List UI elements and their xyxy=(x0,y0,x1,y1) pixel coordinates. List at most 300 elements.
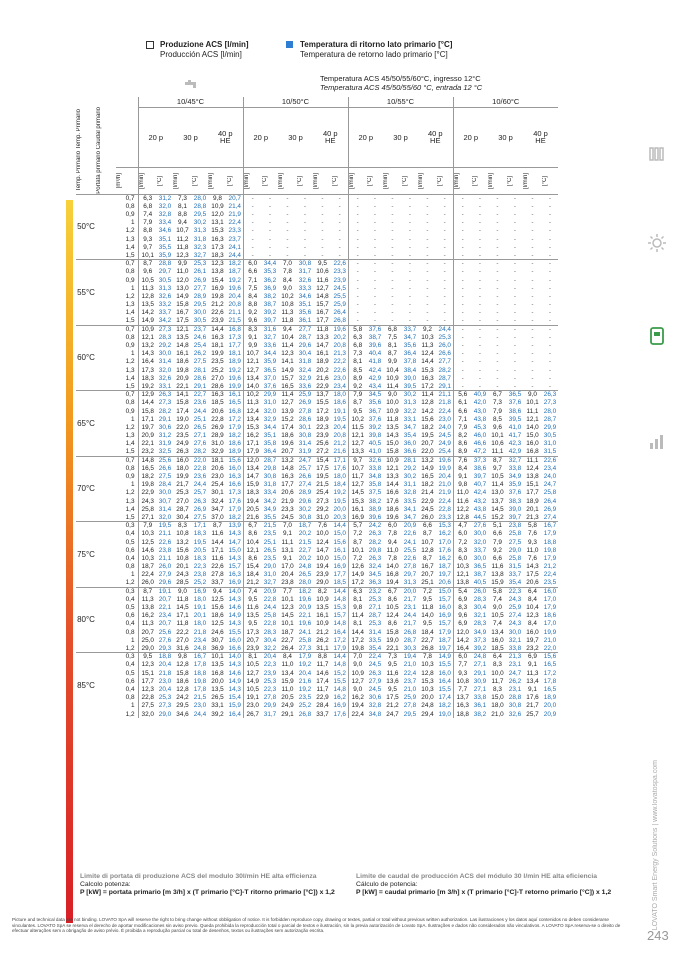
unit-header: [°C] xyxy=(192,175,198,186)
flow-lmin-cell: 12,4 xyxy=(386,612,399,620)
return-temp-cell: 21,5 xyxy=(298,538,312,546)
flow-value: 0,8 xyxy=(125,694,135,702)
flow-lmin-cell: - xyxy=(426,276,429,284)
flow-lmin-cell: 21,2 xyxy=(243,579,262,587)
flow-lmin-cell: 12,9 xyxy=(138,391,157,399)
flow-lmin-cell: 9,8 xyxy=(348,604,367,612)
flow-lmin-cell: 17,0 xyxy=(281,563,294,571)
flow-lmin-cell: 23,5 xyxy=(211,358,224,366)
return-temp-cell: 15,6 xyxy=(227,456,243,464)
flow-lmin-cell: 16,7 xyxy=(316,309,329,317)
return-temp-cell: 35,5 xyxy=(263,513,277,521)
return-temp-cell: 14,3 xyxy=(228,661,241,669)
return-temp-cell: 31,9 xyxy=(298,448,312,456)
return-temp-cell: 15,0 xyxy=(228,546,241,554)
flow-lmin-cell: 22,1 xyxy=(176,382,189,390)
return-temp-cell: 35,4 xyxy=(508,579,522,587)
disclaimer: Picture and technical data are not binding. LOVATO SpA will reserve the right to bring change without obbligation of notice. It is forbidden reproduce copy, drawing or textes, partial or total without previous written authorization. Las ilustraciones y los datos aquí contenidos no deben considerarse vinculantes. LOVATO SpA se reserva el derecho de aportar modificaciones sin aviso previo. Queda prohibida la reproducción total o parcial de textos e ilustración, sin la previa autorización de Lovato SpA. Ilustrações e dados não considerados não vinculativos. A LOVATO SpA reserva-se o direito de efectuar alterações sem a obrigação de aviso prévio. É proibida a reprodução parcial ou total de desenhos, textos ou ilustrações sem autorização escrita. xyxy=(12,917,621,934)
return-temp-cell: 39,5 xyxy=(403,382,417,390)
return-temp-cell: - xyxy=(548,227,552,235)
flow-value: 1,4 xyxy=(125,440,135,448)
flow-lmin-cell: 22,9 xyxy=(138,489,157,497)
flow-lmin-cell: 10,3 xyxy=(453,563,472,571)
flow-lmin-cell: 6,7 xyxy=(243,522,262,530)
return-temp-cell: 14,6 xyxy=(228,604,241,612)
table-row xyxy=(76,243,558,251)
return-temp-cell: 38,7 xyxy=(263,301,277,309)
temp-group-header: 10/55°C xyxy=(348,97,453,107)
flow-lmin-cell: 11,8 xyxy=(176,243,189,251)
flow-lmin-cell: - xyxy=(426,227,429,235)
flow-lmin-cell: 26,4 xyxy=(281,644,294,652)
return-temp-cell: 26,0 xyxy=(158,563,172,571)
flow-lmin-cell: 13,2 xyxy=(278,456,297,464)
return-temp-cell: 34,7 xyxy=(403,423,417,431)
return-temp-cell: 19,6 xyxy=(228,374,241,382)
return-temp-cell: 30,0 xyxy=(508,628,522,636)
flow-lmin-cell: 17,7 xyxy=(138,677,157,685)
return-temp-cell: 29,1 xyxy=(473,669,487,677)
footer-right xyxy=(356,873,611,897)
return-temp-cell: 36,5 xyxy=(473,563,487,571)
flow-lmin-cell: - xyxy=(453,350,472,358)
return-temp-cell: 28,1 xyxy=(193,366,207,374)
acs-header-it: Temperatura ACS 45/50/55/60°C, ingresso 12°C xyxy=(320,74,481,83)
flow-lmin-cell: 7,2 xyxy=(453,538,472,546)
return-temp-cell: - xyxy=(373,235,377,243)
return-temp-cell: 37,6 xyxy=(508,489,522,497)
table-row xyxy=(76,505,558,513)
unit-header: [°C] xyxy=(542,175,548,186)
flow-lmin-cell: 17,7 xyxy=(281,481,294,489)
return-temp-cell: 15,3 xyxy=(437,522,453,530)
flow-lmin-cell: 11,8 xyxy=(421,604,434,612)
return-temp-cell: 17,6 xyxy=(333,464,346,472)
flow-lmin-cell: 8,3 xyxy=(453,604,472,612)
return-temp-cell: 18,2 xyxy=(228,513,241,521)
return-temp-cell: 23,4 xyxy=(158,612,172,620)
flow-lmin-cell: - xyxy=(531,358,534,366)
flow-lmin-cell: 18,6 xyxy=(386,505,399,513)
flow-lmin-cell: 11,3 xyxy=(138,620,157,628)
flow-lmin-cell: 9,7 xyxy=(348,456,367,464)
flow-lmin-cell: 10,9 xyxy=(138,325,157,333)
flow-lmin-cell: 9,6 xyxy=(138,268,157,276)
flow-lmin-cell: 14,9 xyxy=(421,464,434,472)
return-temp-cell: 22,6 xyxy=(543,456,557,464)
flow-lmin-cell: 23,8 xyxy=(281,579,294,587)
return-temp-cell: 25,5 xyxy=(403,546,417,554)
flow-lmin-cell: 30,1 xyxy=(211,489,224,497)
return-temp-cell: - xyxy=(332,194,348,202)
flow-lmin-cell: 10,1 xyxy=(208,653,227,661)
flow-value: 1,5 xyxy=(125,513,135,521)
flow-lmin-cell: 33,7 xyxy=(316,710,329,718)
flow-lmin-cell: 7,2 xyxy=(348,530,367,538)
flow-lmin-cell: - xyxy=(531,382,534,390)
flow-lmin-cell: 27,5 xyxy=(138,702,157,710)
return-temp-cell: 35,8 xyxy=(368,481,382,489)
return-temp-cell: 31,0 xyxy=(263,571,277,579)
flow-lmin-cell: - xyxy=(391,317,394,325)
flow-lmin-cell: 17,1 xyxy=(138,415,157,423)
flow-lmin-cell: 12,5 xyxy=(138,538,157,546)
return-temp-cell: 26,2 xyxy=(193,350,207,358)
flow-lmin-cell: - xyxy=(496,211,499,219)
return-temp-cell: 32,4 xyxy=(298,366,312,374)
return-temp-cell: - xyxy=(408,235,412,243)
return-temp-cell: 17,2 xyxy=(228,415,241,423)
return-temp-cell: 14,3 xyxy=(228,685,241,693)
flow-lmin-cell: 19,0 xyxy=(386,636,399,644)
return-temp-cell: 34,8 xyxy=(368,473,382,481)
return-temp-cell: - xyxy=(513,284,517,292)
return-temp-cell: - xyxy=(338,211,341,219)
flow-lmin-cell: - xyxy=(496,235,499,243)
sun-icon xyxy=(646,232,668,254)
flow-lmin-cell: 19,9 xyxy=(176,473,189,481)
flow-lmin-cell: - xyxy=(391,276,394,284)
return-temp-cell: 22,0 xyxy=(193,456,207,464)
return-temp-cell: 14,4 xyxy=(332,653,348,661)
flow-lmin-cell: - xyxy=(531,202,534,210)
return-temp-cell: 22,6 xyxy=(332,260,348,268)
flow-lmin-cell: 9,9 xyxy=(243,342,262,350)
return-temp-cell: 14,9 xyxy=(228,677,241,685)
return-temp-cell: 16,2 xyxy=(438,530,451,538)
table-row xyxy=(76,366,558,374)
return-temp-cell: 21,2 xyxy=(543,563,557,571)
return-temp-cell: 25,3 xyxy=(193,260,207,268)
table-row xyxy=(76,587,558,595)
flow-lmin-cell: 19,8 xyxy=(176,366,189,374)
return-temp-cell: 15,3 xyxy=(333,604,346,612)
return-temp-cell: - xyxy=(478,358,482,366)
return-temp-cell: 23,4 xyxy=(193,636,207,644)
return-temp-cell: 18,0 xyxy=(193,595,207,603)
flow-lmin-cell: 11,3 xyxy=(421,342,434,350)
return-temp-cell: 31,3 xyxy=(193,227,207,235)
return-temp-cell: 31,7 xyxy=(263,710,277,718)
return-temp-cell: 28,3 xyxy=(473,595,487,603)
return-temp-cell: 37,6 xyxy=(368,415,382,423)
return-temp-cell: 18,6 xyxy=(228,440,241,448)
flow-lmin-cell: 13,7 xyxy=(453,694,472,702)
return-temp-cell: 25,9 xyxy=(508,604,522,612)
flow-lmin-cell: - xyxy=(286,235,289,243)
flow-lmin-cell: 24,2 xyxy=(176,694,189,702)
flow-lmin-cell: 11,3 xyxy=(281,309,294,317)
flow-lmin-cell: 21,2 xyxy=(386,702,399,710)
return-temp-cell: 43,4 xyxy=(368,382,382,390)
flow-lmin-cell: 14,7 xyxy=(316,342,329,350)
flow-lmin-cell: 9,6 xyxy=(493,423,502,431)
table-row xyxy=(76,538,558,546)
return-temp-cell: 28,3 xyxy=(158,333,172,341)
flow-lmin-cell: 7,6 xyxy=(453,456,472,464)
table-row xyxy=(76,554,558,562)
flow-lmin-cell: - xyxy=(531,333,534,341)
flow-lmin-cell: 24,6 xyxy=(211,628,224,636)
flow-lmin-cell: 20,6 xyxy=(211,407,224,415)
flow-lmin-cell: 22,7 xyxy=(281,636,294,644)
flow-value: 1 xyxy=(130,571,135,579)
flow-lmin-cell: 18,6 xyxy=(211,612,224,620)
return-temp-cell: - xyxy=(443,235,446,243)
return-temp-cell: 19,8 xyxy=(193,677,207,685)
return-temp-cell: 23,3 xyxy=(438,513,451,521)
return-temp-cell: - xyxy=(338,243,341,251)
return-temp-cell: 30,2 xyxy=(298,505,312,513)
flow-lmin-cell: - xyxy=(426,243,429,251)
flow-lmin-cell: - xyxy=(531,366,534,374)
flow-lmin-cell: 9,1 xyxy=(528,661,537,669)
flow-lmin-cell: 13,0 xyxy=(176,284,189,292)
flow-lmin-cell: - xyxy=(531,284,534,292)
return-temp-cell: 14,9 xyxy=(437,653,453,661)
flow-lmin-cell: 13,4 xyxy=(491,628,504,636)
flow-lmin-cell: 36,9 xyxy=(211,644,224,652)
return-temp-cell: 27,1 xyxy=(473,685,487,693)
flow-lmin-cell: 28,5 xyxy=(176,579,189,587)
return-temp-cell: 38,4 xyxy=(403,366,417,374)
flow-lmin-cell: 23,5 xyxy=(176,432,189,440)
return-temp-cell: 26,3 xyxy=(193,497,207,505)
return-temp-cell: - xyxy=(443,276,446,284)
flow-lmin-cell: 12,0 xyxy=(243,456,262,464)
return-temp-cell: - xyxy=(437,194,453,202)
flow-lmin-cell: - xyxy=(426,317,429,325)
return-temp-cell: 17,9 xyxy=(438,628,451,636)
flow-lmin-cell: 6,3 xyxy=(348,587,367,595)
return-temp-cell: 33,6 xyxy=(298,382,312,390)
return-temp-cell: 32,8 xyxy=(403,489,417,497)
flow-lmin-cell: 24,8 xyxy=(421,702,434,710)
return-temp-cell: 26,3 xyxy=(158,391,172,399)
return-temp-cell: 27,4 xyxy=(298,481,312,489)
return-temp-cell: 32,0 xyxy=(158,202,172,210)
flow-lmin-cell: 11,1 xyxy=(281,538,294,546)
flow-lmin-cell: 17,3 xyxy=(138,366,157,374)
table-row xyxy=(76,309,558,317)
flow-lmin-cell: 8,6 xyxy=(388,595,397,603)
flow-lmin-cell: 20,7 xyxy=(281,448,294,456)
flow-value: 0,9 xyxy=(125,276,135,284)
table-row xyxy=(76,358,558,366)
return-temp-cell: 35,6 xyxy=(403,342,417,350)
return-temp-cell: 29,2 xyxy=(403,464,417,472)
flow-lmin-cell: 10,3 xyxy=(421,661,434,669)
flow-lmin-cell: 6,0 xyxy=(453,653,472,661)
flow-lmin-cell: 9,3 xyxy=(528,538,537,546)
return-temp-cell: 20,9 xyxy=(298,604,312,612)
return-temp-cell: 16,2 xyxy=(333,694,346,702)
return-temp-cell: 42,4 xyxy=(368,366,382,374)
flow-lmin-cell: 8,7 xyxy=(348,399,367,407)
flow-value: 0,8 xyxy=(125,628,135,636)
return-temp-cell: 24,2 xyxy=(368,522,382,530)
return-temp-cell: 26,9 xyxy=(298,399,312,407)
return-temp-cell: - xyxy=(303,243,307,251)
table-row xyxy=(76,252,558,260)
return-temp-cell: 22,6 xyxy=(158,538,172,546)
flow-lmin-cell: 6,8 xyxy=(138,202,157,210)
flow-lmin-cell: 12,3 xyxy=(138,685,157,693)
flow-lmin-cell: 19,5 xyxy=(421,432,434,440)
return-temp-cell: - xyxy=(268,227,272,235)
return-temp-cell: 25,3 xyxy=(158,694,172,702)
flow-lmin-cell: 8,7 xyxy=(488,456,507,464)
flow-lmin-cell: - xyxy=(453,268,472,276)
flow-lmin-cell: 11,0 xyxy=(526,546,539,554)
table-row xyxy=(76,383,558,391)
return-temp-cell: 32,0 xyxy=(473,538,487,546)
return-temp-cell: 20,6 xyxy=(438,579,451,587)
return-temp-cell: 18,0 xyxy=(332,391,348,399)
table-row xyxy=(76,530,558,538)
flow-lmin-cell: 10,1 xyxy=(281,620,294,628)
table-row xyxy=(76,571,558,579)
flow-lmin-cell: 12,8 xyxy=(176,661,189,669)
flow-lmin-cell: 8,8 xyxy=(178,211,187,219)
return-temp-cell: 34,2 xyxy=(158,317,172,325)
flow-lmin-cell: 14,0 xyxy=(421,612,434,620)
flow-lmin-cell: 14,5 xyxy=(176,604,189,612)
flow-lmin-cell: 7,8 xyxy=(388,530,397,538)
flow-value: 1,2 xyxy=(125,579,135,587)
return-temp-cell: 20,4 xyxy=(263,653,277,661)
unit-header: [l/min] xyxy=(208,172,214,189)
return-temp-cell: 22,6 xyxy=(403,554,417,562)
flow-lmin-cell: 18,9 xyxy=(526,497,539,505)
flow-lmin-cell: 6,4 xyxy=(488,653,507,661)
flow-lmin-cell: 15,3 xyxy=(243,423,262,431)
flow-lmin-cell: 16,1 xyxy=(176,350,189,358)
table-row xyxy=(76,317,558,325)
return-temp-cell: 34,9 xyxy=(473,628,487,636)
col-flow-primary: Portata primario Caudal primario xyxy=(96,107,102,194)
legend-production-subtitle: Producción ACS [l/min] xyxy=(160,50,242,59)
unit-header: [°C] xyxy=(472,175,478,186)
flow-lmin-cell: 14,4 xyxy=(348,628,367,636)
return-temp-cell: - xyxy=(513,251,517,259)
return-temp-cell: 35,9 xyxy=(158,251,172,259)
flow-lmin-cell: 20,4 xyxy=(281,571,294,579)
return-temp-cell: 33,7 xyxy=(473,546,487,554)
flow-lmin-cell: 20,2 xyxy=(316,366,329,374)
flow-lmin-cell: 17,5 xyxy=(176,317,189,325)
flow-lmin-cell: 16,5 xyxy=(138,464,157,472)
return-temp-cell: 28,6 xyxy=(298,415,312,423)
flow-lmin-cell: 30,7 xyxy=(211,636,224,644)
flow-lmin-cell: 20,1 xyxy=(526,505,539,513)
flow-lmin-cell: 19,8 xyxy=(348,645,367,653)
return-temp-cell: 27,9 xyxy=(368,677,382,685)
return-temp-cell: 18,2 xyxy=(228,432,241,440)
flow-value: 0,7 xyxy=(116,456,138,464)
return-temp-cell: 14,7 xyxy=(228,538,241,546)
sidebar-brand-text: LOVATO Smart Energy Solutions | www.lovatospa.com xyxy=(652,759,659,930)
flow-lmin-cell: 27,8 xyxy=(211,571,224,579)
return-temp-cell: 35,6 xyxy=(368,399,382,407)
unit-header: [°C] xyxy=(437,175,443,186)
return-temp-cell: 21,9 xyxy=(438,489,451,497)
flow-lmin-cell: 18,5 xyxy=(491,644,504,652)
flow-lmin-cell: 25,7 xyxy=(526,710,539,718)
return-temp-cell: 29,5 xyxy=(193,211,207,219)
flow-lmin-cell: 11,7 xyxy=(316,661,329,669)
flow-lmin-cell: 6,9 xyxy=(453,620,472,628)
unit-header: [°C] xyxy=(507,175,513,186)
flow-lmin-cell: 16,0 xyxy=(526,440,539,448)
return-temp-cell: 43,8 xyxy=(473,505,487,513)
flow-lmin-cell: 14,2 xyxy=(421,407,434,415)
flow-lmin-cell: 17,4 xyxy=(281,423,294,431)
flow-lmin-cell: 12,6 xyxy=(348,563,367,571)
return-temp-cell: - xyxy=(548,350,552,358)
return-temp-cell: - xyxy=(303,219,307,227)
flow-lmin-cell: 18,2 xyxy=(421,481,434,489)
table-row xyxy=(76,194,558,202)
return-temp-cell: 25,6 xyxy=(158,628,172,636)
flow-lmin-cell: 22,6 xyxy=(211,309,224,317)
flow-lmin-cell: 9,3 xyxy=(138,235,157,243)
return-temp-cell: 16,1 xyxy=(227,391,243,399)
flow-lmin-cell: 14,5 xyxy=(281,612,294,620)
return-temp-cell: 24,7 xyxy=(298,456,312,464)
return-temp-cell: 16,5 xyxy=(543,661,557,669)
flow-value: 1,2 xyxy=(125,358,135,366)
return-temp-cell: - xyxy=(408,284,412,292)
flow-lmin-cell: - xyxy=(348,202,367,210)
flow-lmin-cell: 22,7 xyxy=(421,636,434,644)
flow-lmin-cell: 8,7 xyxy=(138,587,157,595)
flow-lmin-cell: - xyxy=(531,317,534,325)
return-temp-cell: 39,6 xyxy=(368,342,382,350)
flow-lmin-cell: 7,3 xyxy=(348,350,367,358)
return-temp-cell: 25,8 xyxy=(263,612,277,620)
return-temp-cell: - xyxy=(513,366,517,374)
return-temp-cell: 14,0 xyxy=(227,587,243,595)
flow-lmin-cell: 13,5 xyxy=(316,604,329,612)
return-temp-cell: 30,3 xyxy=(403,644,417,652)
flow-lmin-cell: - xyxy=(391,235,394,243)
flow-value: 0,4 xyxy=(125,530,135,538)
return-temp-cell: 25,9 xyxy=(333,301,346,309)
return-temp-cell: 26,5 xyxy=(298,571,312,579)
return-temp-cell: 22,4 xyxy=(438,497,451,505)
table-row xyxy=(76,669,558,677)
return-temp-cell: 18,6 xyxy=(333,399,346,407)
flow-lmin-cell: 6,0 xyxy=(243,260,262,268)
unit-header: [l/min] xyxy=(523,172,529,189)
return-temp-cell: 21,5 xyxy=(263,522,277,530)
flow-lmin-cell: 16,7 xyxy=(176,309,189,317)
return-temp-cell: 22,8 xyxy=(438,505,451,513)
return-temp-cell: - xyxy=(513,309,517,317)
flow-lmin-cell: 9,1 xyxy=(528,685,537,693)
return-temp-cell: 28,7 xyxy=(543,415,557,423)
flow-lmin-cell: - xyxy=(391,219,394,227)
flow-lmin-cell: 14,9 xyxy=(348,571,367,579)
flow-lmin-cell: 11,6 xyxy=(386,669,399,677)
return-temp-cell: 24,8 xyxy=(193,644,207,652)
return-temp-cell: 35,3 xyxy=(263,268,277,276)
page-number: 243 xyxy=(647,928,669,943)
return-temp-cell: 23,7 xyxy=(228,235,241,243)
return-temp-cell: 42,9 xyxy=(368,374,382,382)
flow-value: 0,7 xyxy=(116,325,138,333)
